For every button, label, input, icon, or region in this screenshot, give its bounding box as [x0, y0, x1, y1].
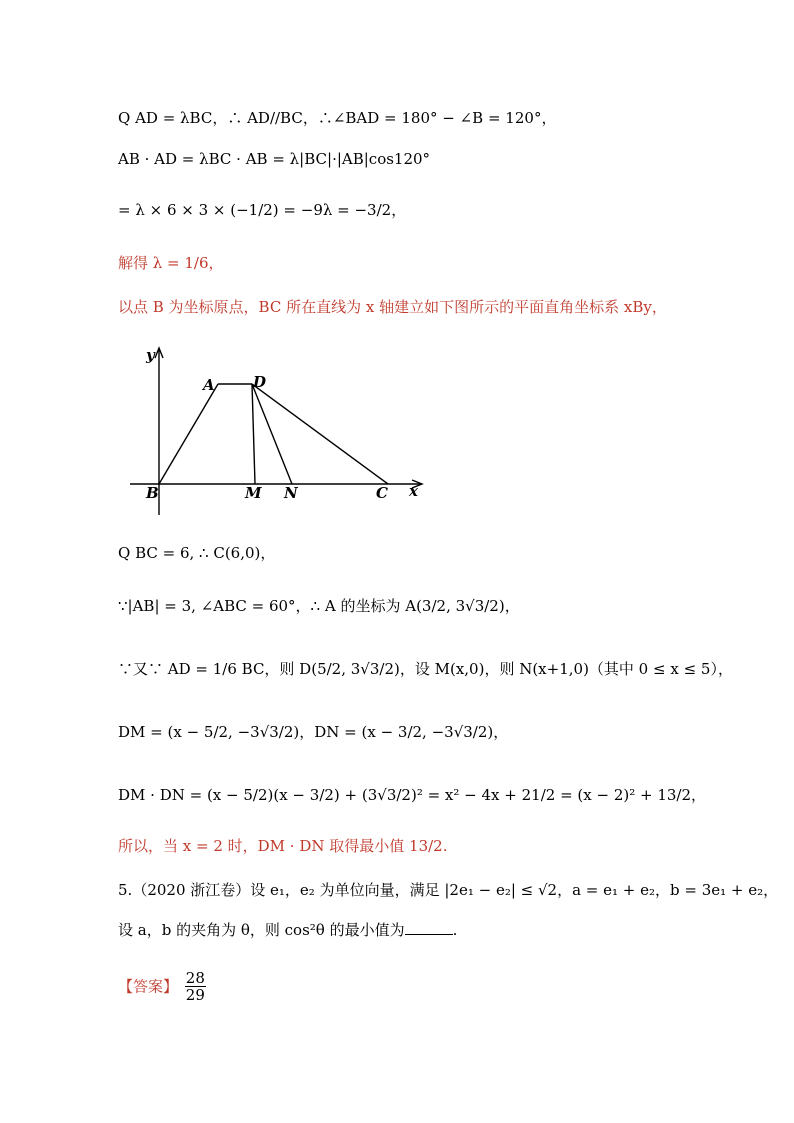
line7-text: ∵|AB| = 3, ∠ABC = 60°，∴ A 的坐标为 A(3/2, 3√3/2)，: [118, 597, 520, 615]
point-M-label: M: [245, 484, 262, 502]
solution-line-6: [118, 543, 275, 563]
segment-BA: [159, 384, 218, 484]
solution-line-1: [118, 108, 556, 128]
solution-line-8: [118, 659, 733, 679]
line1-text: Q AD = λBC，∴ AD//BC，∴∠BAD = 180° − ∠B = 120°，: [118, 109, 557, 127]
line11-text: 所以，当 x = 2 时，DM · DN 取得最小值 13/2.: [118, 837, 448, 855]
line3-text: = λ × 6 × 3 × (−1/2) = −9λ = −3/2，: [118, 201, 407, 219]
solution-line-9: [118, 722, 508, 742]
problem-text-2: 设 a，b 的夹角为 θ，则 cos²θ 的最小值为: [118, 921, 405, 939]
solution-line-7: [118, 596, 520, 616]
point-A-label: A: [203, 376, 215, 394]
problem-5-line-2: [118, 920, 457, 940]
problem-5-line-1: [118, 880, 778, 900]
problem-source: （2020 浙江卷）: [132, 881, 251, 899]
y-axis-label: y: [146, 346, 155, 364]
point-C-label: C: [376, 484, 388, 502]
solution-line-5: [118, 297, 667, 317]
solution-line-3: [118, 200, 406, 220]
problem-number: 5.: [118, 881, 133, 899]
answer-denominator: 29: [185, 986, 205, 1004]
point-B-label: B: [146, 484, 159, 502]
line8-text: ∵又∵ AD = 1/6 BC，则 D(5/2, 3√3/2)，设 M(x,0)，则 N(x+1,0)（其中 0 ≤ x ≤ 5），: [118, 660, 733, 678]
answer-numerator: 28: [185, 969, 205, 987]
solution-line-2: [118, 149, 430, 169]
problem-text-1: 设 e₁，e₂ 为单位向量，满足 |2e₁ − e₂| ≤ √2，a = e₁ + e₂，b = 3e₁ + e₂，: [250, 881, 779, 899]
solution-line-11: [118, 836, 447, 856]
point-D-label: D: [253, 373, 267, 391]
answer-label: 【答案】: [118, 977, 179, 996]
line4-text: 解得 λ = 1/6，: [118, 254, 224, 272]
problem-period: .: [452, 921, 458, 939]
solution-line-4: [118, 253, 224, 273]
line10-text: DM · DN = (x − 5/2)(x − 3/2) + (3√3/2)² = x² − 4x + 21/2 = (x − 2)² + 13/2，: [118, 786, 707, 804]
line6-text: Q BC = 6, ∴ C(6,0)，: [118, 544, 276, 562]
solution-line-10: [118, 785, 706, 805]
answer-blank: [405, 920, 453, 935]
line2-text: AB · AD = λBC · AB = λ|BC|·|AB|cos120°: [118, 150, 431, 168]
point-N-label: N: [284, 484, 298, 502]
segment-DM: [252, 384, 255, 484]
answer-line: [118, 970, 208, 1003]
coordinate-figure: [126, 340, 436, 520]
line9-text: DM = (x − 5/2, −3√3/2)，DN = (x − 3/2, −3√3/2)，: [118, 723, 509, 741]
answer-fraction: [185, 970, 206, 1003]
line5-text: 以点 B 为坐标原点，BC 所在直线为 x 轴建立如下图所示的平面直角坐标系 xBy，: [118, 298, 667, 316]
x-axis-label: x: [409, 482, 418, 500]
